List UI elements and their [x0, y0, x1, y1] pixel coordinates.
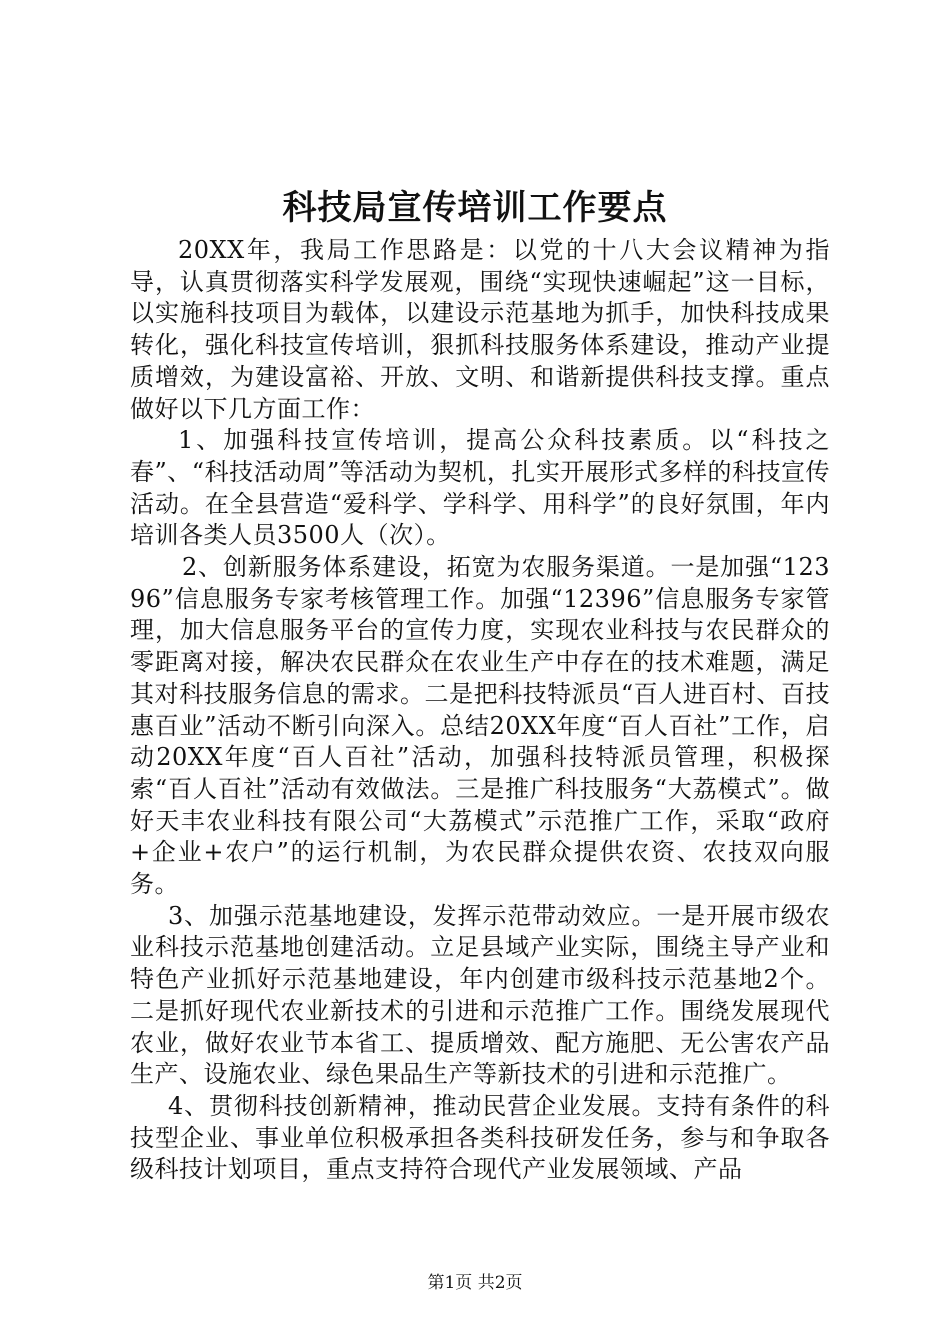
paragraph-item-1: 1、加强科技宣传培训，提高公众科技素质。以“科技之春”、“科技活动周”等活动为契机，扎实开展形式多样的科技宣传活动。在全县营造“爱科学、学科学、用科学”的良好氛围，年内培训各类人员3500人（次）。 [130, 426, 830, 550]
document-title: 科技局宣传培训工作要点 [282, 188, 668, 228]
paragraph-intro: 20XX年，我局工作思路是：以党的十八大会议精神为指导，认真贯彻落实科学发展观，围绕“实现快速崛起”这一目标，以实施科技项目为载体，以建设示范基地为抓手，加快科技成果转化，强化科技宣传培训，狠抓科技服务体系建设，推动产业提质增效，为建设富裕、开放、文明、和谐新提供科技支撑。重点做好以下几方面工作： [130, 236, 830, 423]
document-body [130, 235, 830, 1186]
paragraph-item-2: 2、创新服务体系建设，拓宽为农服务渠道。一是加强“12396”信息服务专家考核管理工作。加强“12396”信息服务专家管理，加大信息服务平台的宣传力度，实现农业科技与农民群众的零距离对接，解决农民群众在农业生产中存在的技术难题，满足其对科技服务信息的需求。二是把科技特派员“百人进百村、百技惠百业”活动不断引向深入。总结20XX年度“百人百社”工作，启动20XX年度“百人百社”活动，加强科技特派员管理，积极探索“百人百社”活动有效做法。三是推广科技服务“大荔模式”。做好天丰农业科技有限公司“大荔模式”示范推广工作，采取“政府+企业+农户”的运行机制，为农民群众提供农资、农技双向服务。 [130, 553, 830, 899]
paragraph-item-3: 3、加强示范基地建设，发挥示范带动效应。一是开展市级农业科技示范基地创建活动。立足县域产业实际，围绕主导产业和特色产业抓好示范基地建设，年内创建市级科技示范基地2个。二是抓好现代农业新技术的引进和示范推广工作。围绕发展现代农业，做好农业节本省工、提质增效、配方施肥、无公害农产品生产、设施农业、绿色果品生产等新技术的引进和示范推广。 [130, 901, 830, 1089]
page-footer: 第1页 共2页 [427, 1273, 523, 1293]
paragraph-item-4: 4、贯彻科技创新精神，推动民营企业发展。支持有条件的科技型企业、事业单位积极承担各类科技研发任务，参与和争取各级科技计划项目，重点支持符合现代产业发展领域、产品 [130, 1091, 830, 1184]
